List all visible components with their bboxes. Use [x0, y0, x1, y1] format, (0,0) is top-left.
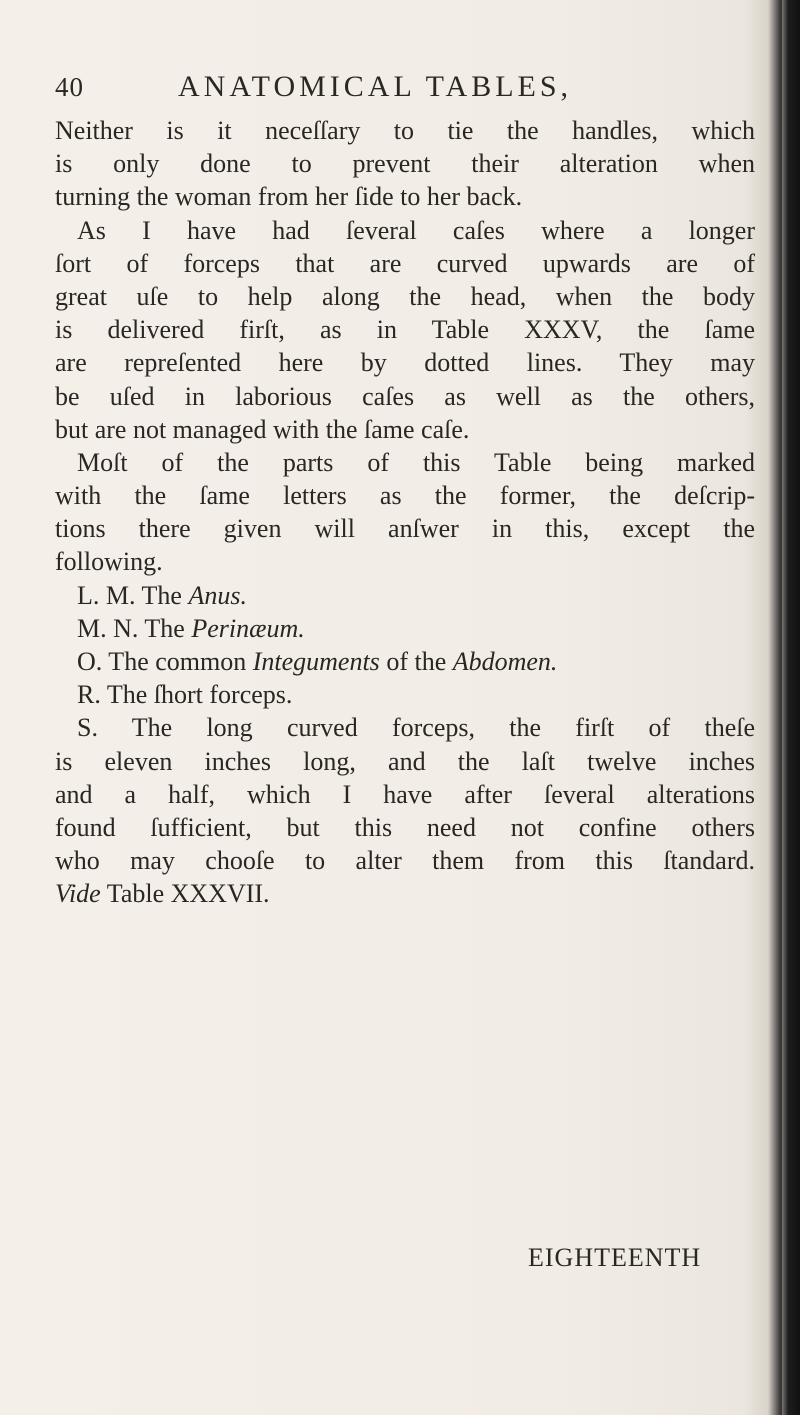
text-line: S. The long curved forceps, the firſt of theſe	[77, 713, 755, 743]
text-line: is delivered firſt, as in Table XXXV, the ſame	[55, 315, 755, 345]
running-head: ANATOMICAL TABLES,	[178, 70, 573, 103]
text-line: is only done to prevent their alteration when	[55, 149, 755, 179]
page-gutter-shadow	[782, 0, 800, 1415]
legend-key: L. M. The	[77, 580, 189, 610]
text-line: tions there given will anſwer in this, except the	[55, 514, 755, 544]
legend-term: Abdomen.	[452, 647, 558, 676]
text-line: who may chooſe to alter them from this ſtandard.	[55, 846, 755, 876]
catchword: EIGHTEENTH	[528, 1243, 702, 1272]
text-line: with the ſame letters as the former, the deſcrip-	[55, 481, 755, 511]
text-line: ſort of forceps that are curved upwards are of	[55, 248, 755, 278]
legend-term: Perinæum.	[191, 613, 305, 643]
legend-entry-o	[55, 645, 755, 678]
text-line: but are not managed with the ſame caſe.	[55, 414, 470, 444]
text-line: As I have had ſeveral caſes where a longer	[77, 215, 755, 245]
page-header	[55, 68, 755, 108]
text-line: following.	[55, 547, 163, 577]
text-line: found ſufficient, but this need not confine others	[55, 812, 755, 842]
legend-entry-r: R. The ſhort forceps.	[77, 680, 293, 710]
legend-entry-lm	[55, 579, 755, 612]
legend-connector: of the	[379, 647, 453, 676]
vide-table: Table XXXVII.	[100, 879, 270, 909]
text-line: and a half, which I have after ſeveral alterations	[55, 779, 755, 809]
body-text	[55, 114, 755, 911]
text-line: are repreſented here by dotted lines. They may	[55, 348, 755, 378]
legend-entry-mn	[55, 612, 755, 645]
text-line: be uſed in laborious caſes as well as the others,	[55, 381, 755, 411]
vide-reference	[55, 877, 755, 910]
legend-term: Anus.	[188, 580, 247, 610]
text-line: turning the woman from her ſide to her back.	[55, 182, 523, 212]
vide-word: Vide	[55, 879, 101, 909]
text-line: great uſe to help along the head, when the body	[55, 281, 755, 311]
text-line: Neither is it neceſſary to tie the handles, which	[55, 116, 755, 145]
legend-key: O. The common	[77, 647, 253, 676]
text-line: Moſt of the parts of this Table being marked	[77, 447, 755, 477]
legend-key: M. N. The	[77, 613, 192, 643]
text-line: is eleven inches long, and the laſt twelve inches	[55, 746, 755, 776]
legend-term: Integuments	[252, 647, 380, 676]
page-number: 40	[55, 72, 84, 102]
